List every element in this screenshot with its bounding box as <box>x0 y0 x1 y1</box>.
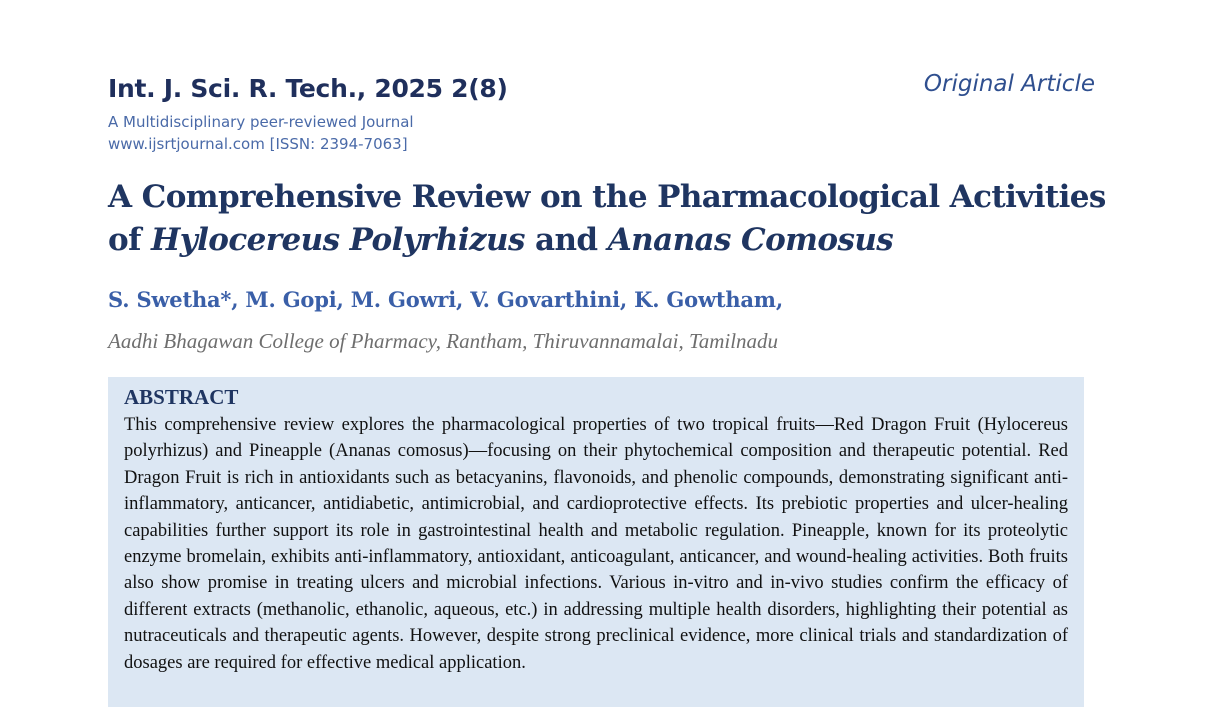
abstract-section <box>108 377 1084 707</box>
paper-title-species-2: Ananas Comosus <box>607 222 894 258</box>
paper-title-species-1: Hylocereus Polyrhizus <box>151 222 525 258</box>
journal-url-issn: www.ijsrtjournal.com [ISSN: 2394-7063] <box>108 135 408 153</box>
abstract-heading: ABSTRACT <box>124 385 239 409</box>
author-list: S. Swetha*, M. Gopi, M. Gowri, V. Govarthini, K. Gowtham, <box>108 287 783 312</box>
abstract-text: This comprehensive review explores the pharmacological properties of two tropical fruits—Red Dragon Fruit (Hylocereus polyrhizus) and Pineapple (Ananas comosus)—focusing on their phytochemical composition and therapeutic potential. Red Dragon Fruit is rich in antioxidants such as betacyanins, flavonoids, and phenolic compounds, demonstrating significant anti-inflammatory, anticancer, antidiabetic, antimicrobial, and cardioprotective effects. Its prebiotic properties and ulcer-healing capabilities further support its role in gastrointestinal health and metabolic regulation. Pineapple, known for its proteolytic enzyme bromelain, exhibits anti-inflammatory, antioxidant, anticoagulant, anticancer, and wound-healing activities. Both fruits also show promise in treating ulcers and microbial infections. Various in-vitro and in-vivo studies confirm the efficacy of different extracts (methanolic, ethanolic, aqueous, etc.) in addressing multiple health disorders, highlighting their potential as nutraceuticals and therapeutic agents. However, despite strong preclinical evidence, more clinical trials and standardization of dosages are required for effective medical application. <box>124 415 1068 673</box>
author-affiliation: Aadhi Bhagawan College of Pharmacy, Rantham, Thiruvannamalai, Tamilnadu <box>108 329 779 353</box>
article-type-label: Original Article <box>923 71 1095 97</box>
paper-title <box>108 176 1108 262</box>
paper-title-conjunction: and <box>524 222 608 258</box>
paper-title-text: A Comprehensive Review on the Pharmacological Activities of <box>108 179 1106 258</box>
journal-subtitle: A Multidisciplinary peer-reviewed Journal <box>108 113 414 131</box>
journal-title: Int. J. Sci. R. Tech., 2025 2(8) <box>108 74 508 103</box>
